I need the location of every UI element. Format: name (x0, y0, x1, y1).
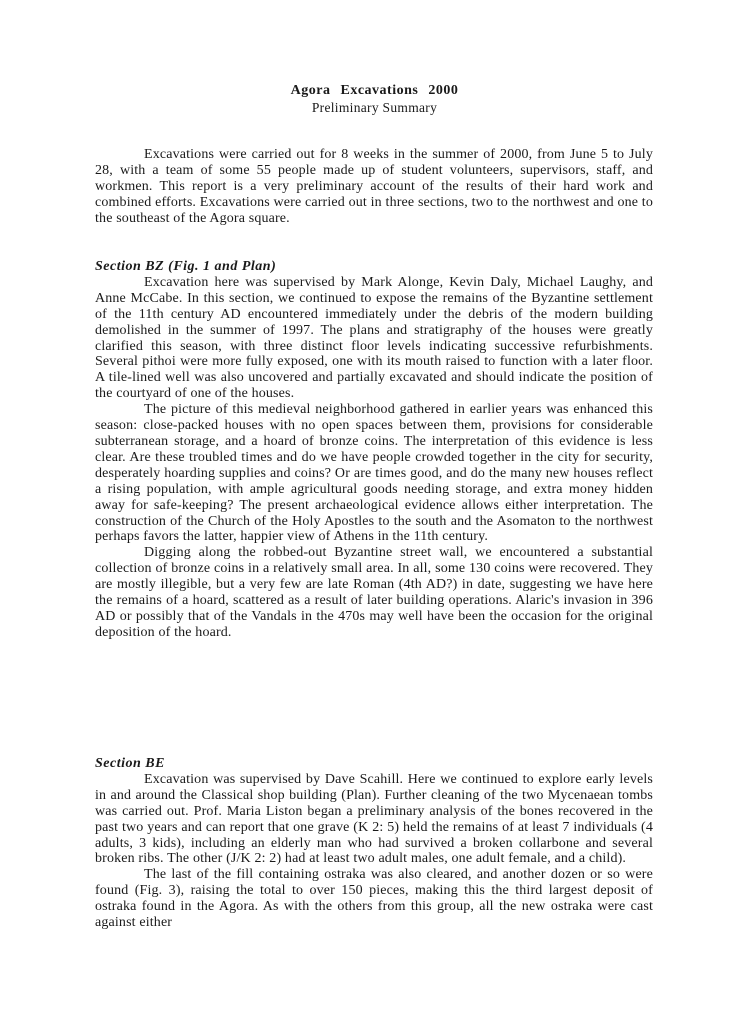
section-be-heading: Section BE (95, 756, 165, 771)
section-be-paragraph-2: The last of the fill containing ostraka was also cleared, and another dozen or so were found (Fig. 3), raising the total to over 150 pieces, making this the third largest deposit of ostraka found in the Agora. As with the others from this group, all the new ostraka were cast against either (95, 867, 653, 931)
intro-paragraph: Excavations were carried out for 8 weeks in the summer of 2000, from June 5 to July 28, with a team of some 55 people made up of student volunteers, supervisors, staff, and workmen. This report is a very preliminary account of the results of their hard work and combined efforts. Excavations were carried out in three sections, two to the northwest and one to the southeast of the Agora square. (95, 147, 653, 226)
section-be (95, 756, 653, 931)
section-bz-paragraph-2: The picture of this medieval neighborhood gathered in earlier years was enhanced this season: close-packed houses with no open spaces between them, provisions for considerable subterranean storage, and a hoard of bronze coins. The interpretation of this evidence is less clear. Are these troubled times and do we have people crowded together in the city for security, desperately hoarding supplies and coins? Or are times good, and do the many new houses reflect a rising population, with ample agricultural goods needing storage, and extra money hidden away for safe-keeping? The present archaeological evidence allows either interpretation. The construction of the Church of the Holy Apostles to the south and the Asomaton to the northwest perhaps favors the latter, happier view of Athens in the 11th century. (95, 402, 653, 545)
intro-block (95, 147, 653, 227)
section-bz (95, 259, 653, 641)
section-bz-paragraph-3: Digging along the robbed-out Byzantine street wall, we encountered a substantial collection of bronze coins in a relatively small area. In all, some 130 coins were recovered. They are mostly illegible, but a very few are late Roman (4th AD?) in date, suggesting we have here the remains of a hoard, scattered as a result of later building operations. Alaric's invasion in 396 AD or possibly that of the Vandals in the 470s may well have been the occasion for the original deposition of the hoard. (95, 545, 653, 640)
section-be-paragraph-1: Excavation was supervised by Dave Scahill. Here we continued to explore early levels in and around the Classical shop building (Plan). Further cleaning of the two Mycenaean tombs was carried out. Prof. Maria Liston began a preliminary analysis of the bones recovered in the past two years and can report that one grave (K 2: 5) held the remains of at least 7 individuals (4 adults, 3 kids), including an elderly man who had survived a broken collarbone and several broken ribs. The other (J/K 2: 2) had at least two adult males, one adult female, and a child). (95, 771, 653, 867)
document-subtitle: Preliminary Summary (311, 100, 438, 115)
section-bz-heading: Section BZ (Fig. 1 and Plan) (95, 259, 277, 274)
section-bz-paragraph-1: Excavation here was supervised by Mark Alonge, Kevin Daly, Michael Laughy, and Anne McCabe. In this section, we continued to expose the remains of the Byzantine settlement of the 11th century AD encountered immediately under the debris of the modern building demolished in the summer of 1997. The plans and stratigraphy of the houses were greatly clarified this season, with three distinct floor levels indicating successive refurbishments. Several pithoi were more fully exposed, one with its mouth raised to function with a later floor. A tile-lined well was also uncovered and partially excavated and should indicate the position of the courtyard of one of the houses. (95, 274, 653, 402)
document-title: Agora Excavations 2000 (290, 83, 459, 98)
